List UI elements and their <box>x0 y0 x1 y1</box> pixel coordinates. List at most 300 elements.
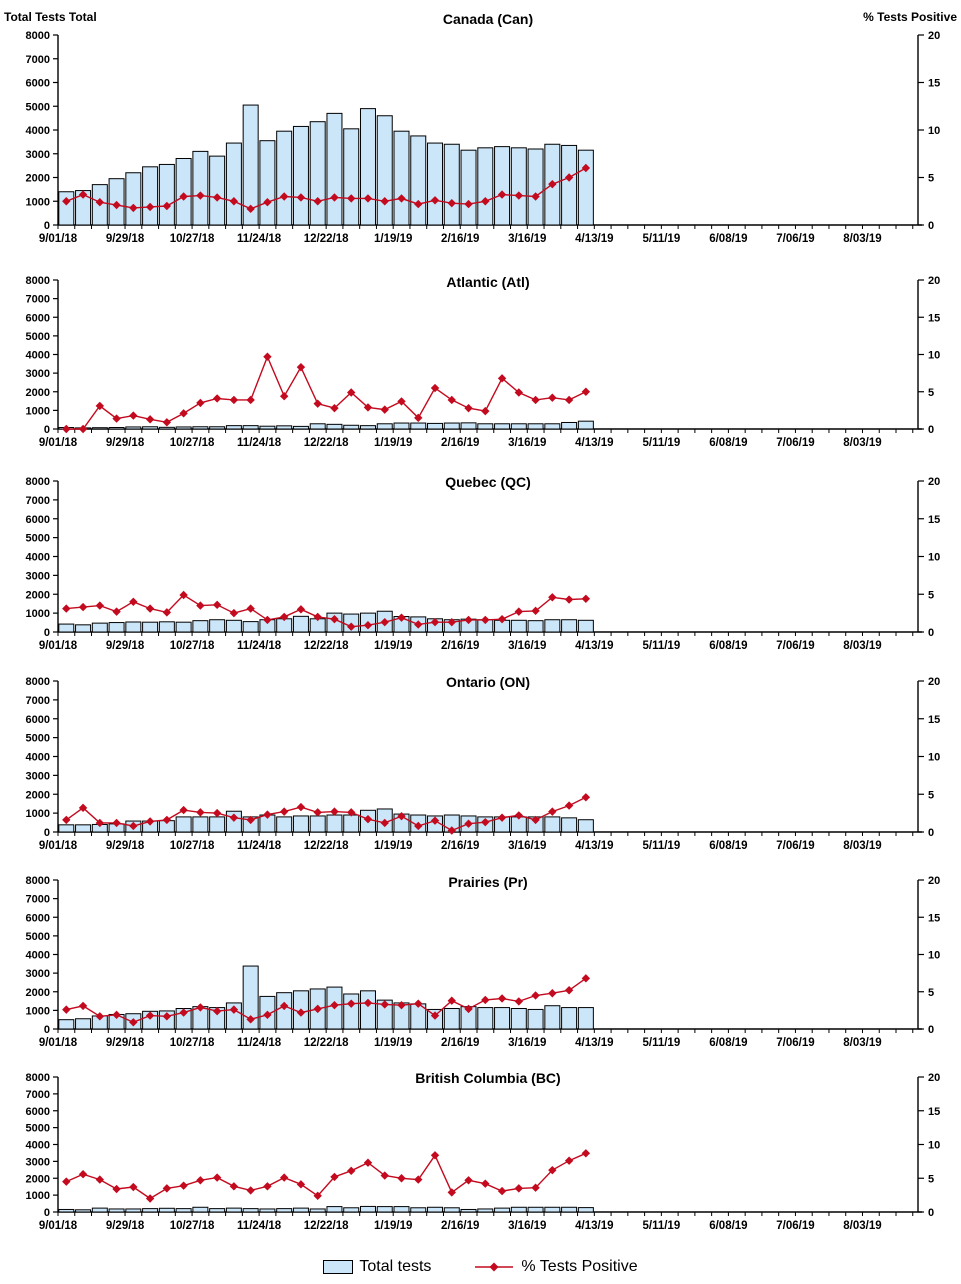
svg-text:5/11/19: 5/11/19 <box>642 1037 681 1049</box>
pct-positive-marker <box>548 394 556 402</box>
svg-text:0: 0 <box>43 1207 50 1219</box>
svg-text:3/16/19: 3/16/19 <box>508 640 547 652</box>
svg-text:9/29/18: 9/29/18 <box>105 437 145 449</box>
svg-text:5: 5 <box>928 1173 935 1186</box>
bar <box>528 621 543 632</box>
bar <box>344 1208 359 1212</box>
pct-positive-marker <box>582 388 590 396</box>
svg-text:3000: 3000 <box>25 570 50 583</box>
pct-positive-marker <box>297 363 305 371</box>
svg-text:5: 5 <box>928 789 935 802</box>
bar <box>495 1008 510 1029</box>
bar <box>377 424 392 429</box>
bar <box>360 1206 375 1212</box>
svg-text:0: 0 <box>928 424 935 436</box>
svg-text:7/06/19: 7/06/19 <box>776 1037 815 1049</box>
bar <box>528 1207 543 1212</box>
svg-text:7000: 7000 <box>25 694 50 707</box>
svg-text:1000: 1000 <box>25 1005 50 1018</box>
svg-text:0: 0 <box>928 220 935 232</box>
bar <box>562 422 577 429</box>
svg-text:1000: 1000 <box>25 808 50 821</box>
svg-text:15: 15 <box>928 77 941 90</box>
bar <box>578 150 593 225</box>
svg-text:1000: 1000 <box>25 405 50 418</box>
total-tests-bars <box>59 1206 594 1212</box>
svg-text:2000: 2000 <box>25 172 50 185</box>
svg-text:2/16/19: 2/16/19 <box>441 1037 480 1049</box>
svg-text:0: 0 <box>43 627 50 639</box>
bar <box>545 817 560 832</box>
svg-text:8/03/19: 8/03/19 <box>843 1220 882 1232</box>
svg-text:0: 0 <box>43 1024 50 1036</box>
bar <box>360 426 375 429</box>
pct-positive-marker <box>481 1179 489 1187</box>
pct-positive-marker <box>582 1149 590 1157</box>
svg-text:0: 0 <box>43 220 50 232</box>
svg-text:9/01/18: 9/01/18 <box>38 437 78 449</box>
svg-text:20: 20 <box>928 275 941 287</box>
svg-text:5000: 5000 <box>25 101 50 114</box>
bar <box>176 622 191 632</box>
pct-positive-marker <box>548 807 556 815</box>
pct-positive-marker <box>481 407 489 415</box>
svg-text:10: 10 <box>928 349 941 362</box>
svg-text:7000: 7000 <box>25 53 50 66</box>
bar <box>210 156 225 225</box>
svg-text:6/08/19: 6/08/19 <box>709 233 748 245</box>
bar <box>76 825 91 832</box>
bar <box>327 113 342 225</box>
svg-text:5000: 5000 <box>25 732 50 745</box>
svg-text:9/29/18: 9/29/18 <box>105 233 145 245</box>
svg-text:11/24/18: 11/24/18 <box>237 1037 282 1049</box>
pct-positive-marker <box>582 793 590 801</box>
svg-text:5/11/19: 5/11/19 <box>642 1220 681 1232</box>
svg-text:1/19/19: 1/19/19 <box>374 1220 413 1232</box>
bar <box>76 625 91 632</box>
bar <box>260 1209 275 1212</box>
pct-positive-marker <box>347 1167 355 1175</box>
bar <box>444 1009 459 1029</box>
chart-panel-prairies-pr <box>0 865 961 1065</box>
svg-text:10/27/18: 10/27/18 <box>169 840 215 852</box>
svg-text:4/13/19: 4/13/19 <box>575 1037 614 1049</box>
svg-text:4000: 4000 <box>25 751 50 764</box>
pct-positive-marker <box>246 604 254 612</box>
pct-positive-marker <box>79 1002 87 1010</box>
bar <box>545 1207 560 1212</box>
pct-positive-marker <box>196 601 204 609</box>
bar <box>495 147 510 225</box>
pct-positive-marker <box>62 1177 70 1185</box>
svg-text:6/08/19: 6/08/19 <box>709 1037 748 1049</box>
svg-text:4/13/19: 4/13/19 <box>575 640 614 652</box>
pct-positive-marker <box>96 1175 104 1183</box>
svg-text:20: 20 <box>928 1072 941 1084</box>
bar <box>143 167 158 225</box>
bar <box>562 620 577 632</box>
svg-text:5000: 5000 <box>25 930 50 943</box>
chart-panel-british-columbia-bc <box>0 1063 961 1248</box>
svg-text:9/29/18: 9/29/18 <box>105 640 145 652</box>
svg-text:6/08/19: 6/08/19 <box>709 840 748 852</box>
pct-positive-marker <box>515 997 523 1005</box>
bar <box>59 1020 74 1029</box>
svg-text:1/19/19: 1/19/19 <box>374 233 413 245</box>
bar <box>545 424 560 429</box>
svg-text:9/01/18: 9/01/18 <box>38 640 78 652</box>
pct-positive-marker <box>498 1187 506 1195</box>
svg-text:20: 20 <box>928 875 941 887</box>
pct-positive-marker <box>297 1180 305 1188</box>
bar <box>310 122 325 225</box>
bar <box>394 131 409 225</box>
pct-positive-marker <box>548 989 556 997</box>
svg-text:5000: 5000 <box>25 330 50 343</box>
svg-text:10/27/18: 10/27/18 <box>169 1220 215 1232</box>
bar <box>344 815 359 832</box>
svg-text:8/03/19: 8/03/19 <box>843 1037 882 1049</box>
bar <box>159 427 174 429</box>
svg-text:0: 0 <box>928 827 935 839</box>
bar <box>511 148 526 225</box>
svg-text:1/19/19: 1/19/19 <box>374 640 413 652</box>
bar <box>226 620 241 632</box>
svg-text:2000: 2000 <box>25 986 50 999</box>
bar <box>293 816 308 832</box>
svg-text:2/16/19: 2/16/19 <box>441 640 480 652</box>
svg-text:3/16/19: 3/16/19 <box>508 1037 547 1049</box>
legend-pct-positive-label: % Tests Positive <box>521 1258 638 1275</box>
bar <box>59 1209 74 1212</box>
svg-text:0: 0 <box>928 1207 935 1219</box>
bar <box>92 428 107 429</box>
bar <box>76 1210 91 1212</box>
svg-text:4000: 4000 <box>25 349 50 362</box>
pct-positive-marker <box>582 595 590 603</box>
svg-text:6000: 6000 <box>25 713 50 726</box>
svg-text:12/22/18: 12/22/18 <box>303 840 349 852</box>
pct-positive-marker <box>146 1194 154 1202</box>
svg-text:8000: 8000 <box>25 676 50 688</box>
svg-text:15: 15 <box>928 312 941 325</box>
svg-text:5: 5 <box>928 172 935 185</box>
svg-text:9/01/18: 9/01/18 <box>38 1037 78 1049</box>
pct-positive-marker <box>179 409 187 417</box>
svg-text:5000: 5000 <box>25 532 50 545</box>
bar <box>277 131 292 225</box>
bar <box>210 620 225 632</box>
left-axis-title: Total Tests Total <box>4 10 97 24</box>
svg-text:3000: 3000 <box>25 968 50 981</box>
svg-text:9/01/18: 9/01/18 <box>38 840 78 852</box>
svg-text:0: 0 <box>928 627 935 639</box>
pct-positive-marker <box>179 806 187 814</box>
pct-positive-marker <box>146 415 154 423</box>
svg-text:9/29/18: 9/29/18 <box>105 1220 145 1232</box>
pct-positive-marker <box>163 418 171 426</box>
svg-text:8000: 8000 <box>25 875 50 887</box>
bar <box>562 145 577 225</box>
panel-title: Ontario (ON) <box>446 674 530 690</box>
svg-text:4000: 4000 <box>25 949 50 962</box>
bar <box>578 1208 593 1212</box>
chart-panel-quebec-qc <box>0 465 961 665</box>
bar <box>411 136 426 225</box>
svg-text:7/06/19: 7/06/19 <box>776 437 815 449</box>
bar <box>428 423 443 429</box>
svg-text:4/13/19: 4/13/19 <box>575 840 614 852</box>
pct-positive-marker <box>246 1186 254 1194</box>
svg-text:7/06/19: 7/06/19 <box>776 640 815 652</box>
pct-positive-marker <box>129 598 137 606</box>
bar <box>327 424 342 429</box>
legend-item-total-tests <box>323 1258 431 1276</box>
pct-positive-line <box>66 357 586 429</box>
pct-positive-marker <box>230 1182 238 1190</box>
bar <box>226 1208 241 1212</box>
svg-text:7000: 7000 <box>25 494 50 507</box>
svg-text:5: 5 <box>928 589 935 602</box>
bar <box>461 1209 476 1212</box>
svg-text:0: 0 <box>928 1024 935 1036</box>
pct-positive-marker <box>263 1182 271 1190</box>
bar <box>193 817 208 832</box>
svg-text:2/16/19: 2/16/19 <box>441 437 480 449</box>
bar <box>394 423 409 429</box>
bar <box>511 424 526 429</box>
svg-text:7/06/19: 7/06/19 <box>776 233 815 245</box>
bar <box>109 428 124 429</box>
svg-text:1/19/19: 1/19/19 <box>374 437 413 449</box>
svg-text:11/24/18: 11/24/18 <box>237 233 282 245</box>
bar <box>226 426 241 429</box>
svg-text:7000: 7000 <box>25 293 50 306</box>
bar <box>578 1008 593 1029</box>
pct-positive-marker <box>297 605 305 613</box>
svg-text:10: 10 <box>928 949 941 962</box>
svg-text:9/29/18: 9/29/18 <box>105 1037 145 1049</box>
svg-text:3000: 3000 <box>25 1156 50 1169</box>
svg-text:6000: 6000 <box>25 513 50 526</box>
svg-text:7000: 7000 <box>25 893 50 906</box>
svg-text:15: 15 <box>928 513 941 526</box>
svg-text:3000: 3000 <box>25 148 50 161</box>
pct-positive-marker <box>531 991 539 999</box>
svg-text:15: 15 <box>928 713 941 726</box>
svg-text:15: 15 <box>928 1105 941 1118</box>
svg-text:5/11/19: 5/11/19 <box>642 437 681 449</box>
bar <box>394 1207 409 1212</box>
svg-text:4000: 4000 <box>25 1139 50 1152</box>
svg-text:3/16/19: 3/16/19 <box>508 437 547 449</box>
bar <box>260 426 275 429</box>
bar <box>59 192 74 225</box>
svg-text:10/27/18: 10/27/18 <box>169 233 215 245</box>
svg-text:6000: 6000 <box>25 77 50 90</box>
svg-text:3/16/19: 3/16/19 <box>508 840 547 852</box>
svg-text:2/16/19: 2/16/19 <box>441 840 480 852</box>
bar <box>126 427 141 429</box>
bar <box>176 427 191 429</box>
svg-text:3000: 3000 <box>25 368 50 381</box>
svg-text:12/22/18: 12/22/18 <box>303 640 349 652</box>
bar <box>176 1209 191 1212</box>
svg-text:11/24/18: 11/24/18 <box>237 640 282 652</box>
svg-text:4/13/19: 4/13/19 <box>575 437 614 449</box>
svg-text:11/24/18: 11/24/18 <box>237 437 282 449</box>
pct-positive-marker <box>297 803 305 811</box>
pct-positive-marker <box>263 353 271 361</box>
bar <box>210 1209 225 1212</box>
bar <box>92 1208 107 1212</box>
bar <box>193 151 208 225</box>
svg-text:12/22/18: 12/22/18 <box>303 1037 349 1049</box>
pct-positive-marker <box>565 595 573 603</box>
pct-positive-marker <box>431 384 439 392</box>
svg-text:12/22/18: 12/22/18 <box>303 1220 349 1232</box>
svg-text:6/08/19: 6/08/19 <box>709 437 748 449</box>
svg-text:7/06/19: 7/06/19 <box>776 1220 815 1232</box>
bar <box>159 622 174 632</box>
svg-text:5000: 5000 <box>25 1122 50 1135</box>
bar <box>59 624 74 632</box>
svg-text:4000: 4000 <box>25 125 50 137</box>
svg-text:20: 20 <box>928 30 941 42</box>
svg-text:3/16/19: 3/16/19 <box>508 1220 547 1232</box>
bar <box>159 164 174 225</box>
pct-positive-marker <box>381 405 389 413</box>
pct-positive-marker <box>79 1170 87 1178</box>
svg-text:6/08/19: 6/08/19 <box>709 1220 748 1232</box>
bar <box>545 1006 560 1029</box>
total-tests-swatch <box>323 1260 353 1274</box>
bar <box>210 817 225 832</box>
pct-positive-marker <box>515 1184 523 1192</box>
svg-text:0: 0 <box>43 424 50 436</box>
svg-text:5/11/19: 5/11/19 <box>642 233 681 245</box>
pct-positive-marker <box>464 404 472 412</box>
svg-text:5/11/19: 5/11/19 <box>642 640 681 652</box>
bar <box>193 427 208 429</box>
bar <box>176 159 191 226</box>
bar <box>444 144 459 225</box>
bar <box>327 815 342 832</box>
pct-positive-marker <box>163 1184 171 1192</box>
bar <box>495 424 510 429</box>
svg-text:5: 5 <box>928 986 935 999</box>
bar <box>511 1207 526 1212</box>
bar <box>461 150 476 225</box>
svg-text:10/27/18: 10/27/18 <box>169 1037 215 1049</box>
svg-text:11/24/18: 11/24/18 <box>237 1220 282 1232</box>
bar <box>143 1209 158 1212</box>
pct-positive-marker <box>112 607 120 615</box>
svg-text:10/27/18: 10/27/18 <box>169 437 215 449</box>
svg-text:2/16/19: 2/16/19 <box>441 1220 480 1232</box>
pct-positive-marker <box>213 1173 221 1181</box>
bar <box>377 1207 392 1212</box>
svg-text:1000: 1000 <box>25 1190 50 1203</box>
bar <box>109 623 124 632</box>
bar <box>310 424 325 429</box>
svg-text:20: 20 <box>928 676 941 688</box>
svg-text:10: 10 <box>928 551 941 564</box>
bar <box>243 426 258 429</box>
pct-positive-marker <box>280 807 288 815</box>
svg-text:8000: 8000 <box>25 1072 50 1084</box>
bar <box>193 1207 208 1212</box>
bar <box>578 620 593 632</box>
svg-text:15: 15 <box>928 912 941 925</box>
bar <box>511 1009 526 1029</box>
bar <box>293 1208 308 1212</box>
bar <box>277 426 292 429</box>
bar <box>444 1208 459 1212</box>
bar <box>243 1209 258 1212</box>
svg-text:6000: 6000 <box>25 912 50 925</box>
svg-text:7000: 7000 <box>25 1088 50 1101</box>
pct-positive-marker <box>213 394 221 402</box>
svg-text:3/16/19: 3/16/19 <box>508 233 547 245</box>
bar <box>109 1209 124 1212</box>
pct-positive-marker <box>414 1175 422 1183</box>
right-axis-title: % Tests Positive <box>863 10 957 24</box>
svg-text:4/13/19: 4/13/19 <box>575 1220 614 1232</box>
bar <box>478 1008 493 1029</box>
svg-text:9/01/18: 9/01/18 <box>38 1220 78 1232</box>
pct-positive-marker <box>246 396 254 404</box>
svg-text:11/24/18: 11/24/18 <box>237 840 282 852</box>
pct-positive-marker <box>213 809 221 817</box>
bar <box>344 425 359 429</box>
chart-legend <box>0 1250 961 1284</box>
bar <box>461 423 476 429</box>
bar <box>226 143 241 225</box>
bar <box>428 143 443 225</box>
svg-text:1/19/19: 1/19/19 <box>374 840 413 852</box>
svg-text:10: 10 <box>928 751 941 764</box>
pct-positive-marker <box>280 392 288 400</box>
legend-item-pct-positive <box>473 1258 637 1276</box>
pct-positive-marker <box>230 609 238 617</box>
svg-text:8/03/19: 8/03/19 <box>843 233 882 245</box>
svg-text:8000: 8000 <box>25 275 50 287</box>
bar <box>360 109 375 225</box>
panel-title: Atlantic (Atl) <box>446 274 530 290</box>
bar <box>310 1209 325 1212</box>
bar <box>444 423 459 429</box>
svg-text:5/11/19: 5/11/19 <box>642 840 681 852</box>
bar <box>126 173 141 225</box>
pct-positive-marker <box>62 425 70 433</box>
bar <box>528 424 543 429</box>
svg-text:2/16/19: 2/16/19 <box>441 233 480 245</box>
pct-positive-marker <box>565 396 573 404</box>
bar <box>495 1208 510 1212</box>
panel-title: Prairies (Pr) <box>448 874 528 890</box>
pct-positive-marker <box>129 411 137 419</box>
svg-text:2000: 2000 <box>25 789 50 802</box>
svg-text:0: 0 <box>43 827 50 839</box>
pct-positive-line <box>66 1153 586 1198</box>
svg-text:1000: 1000 <box>25 608 50 621</box>
bar <box>92 623 107 632</box>
svg-text:5: 5 <box>928 386 935 399</box>
svg-text:8000: 8000 <box>25 476 50 488</box>
panel-title: Quebec (QC) <box>445 474 531 490</box>
